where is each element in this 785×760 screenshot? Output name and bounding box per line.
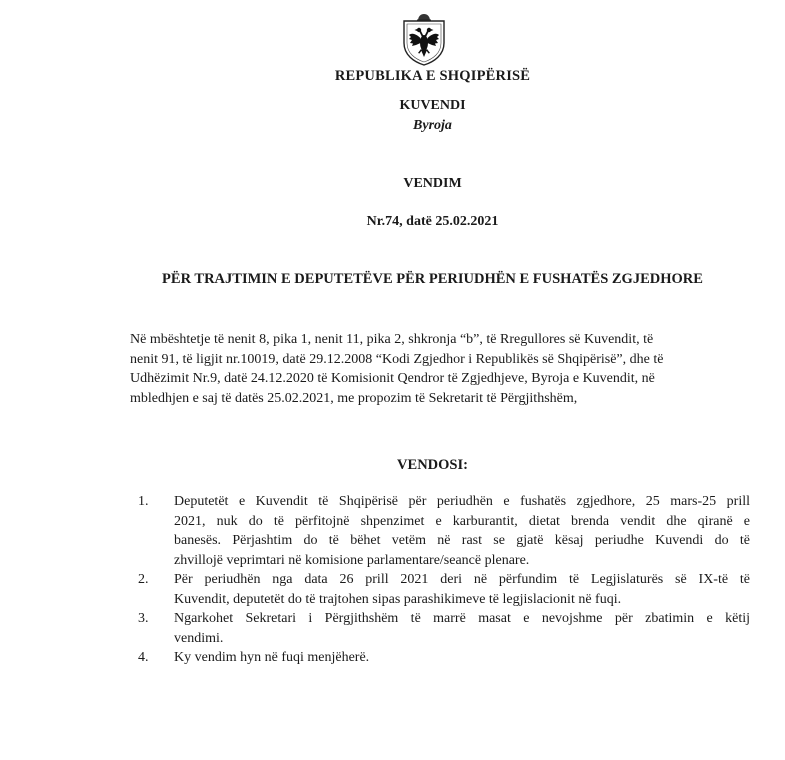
preamble-line: mbledhjen e saj të datës 25.02.2021, me propozim të Sekretarit të Përgjithshëm, — [130, 390, 578, 406]
decision-item-number: 4. — [138, 650, 149, 665]
decision-item — [138, 609, 750, 648]
decision-item — [138, 492, 750, 570]
decision-heading: VENDIM — [403, 176, 462, 191]
header-republika: REPUBLIKA E SHQIPËRISË — [334, 68, 531, 84]
header-byroja: Byroja — [413, 118, 452, 133]
decision-subject: PËR TRAJTIMIN E DEPUTETËVE PËR PERIUDHËN E FUSHATËS ZGJEDHORE — [162, 271, 703, 287]
decision-number-date: Nr.74, datë 25.02.2021 — [366, 214, 499, 229]
preamble-line: Udhëzimit Nr.9, datë 24.12.2020 të Komisionit Qendror të Zgjedhjeve, Byroja e Kuvendit, në — [130, 371, 655, 386]
preamble-line: Në mbështetje të nenit 8, pika 1, nenit 11, pika 2, shkronja “b”, të Rregullores së Kuvendit, të — [130, 332, 654, 347]
decision-item — [138, 570, 750, 609]
decision-item — [138, 648, 750, 668]
decision-item-line: Ngarkohet Sekretari i Përgjithshëm të marrë masat e nevojshme për zbatimin e këtij — [174, 611, 750, 626]
decision-item-number: 1. — [138, 494, 149, 509]
decision-item-line: 2021, nuk do të përfitojnë shpenzimet e karburantit, dietat brenda vendit dhe qiranë e — [174, 513, 750, 529]
decision-item-line: zhvillojë veprimtari në komisione parlamentare/seancë plenare. — [174, 552, 530, 568]
decision-item-line: banesës. Përjashtim do të bëhet vetëm në rast se gjatë kësaj periudhe Kuvendi do të — [174, 533, 750, 548]
decision-item-line: Deputetët e Kuvendit të Shqipërisë për periudhën e fushatës zgjedhore, 25 mars-25 prill — [174, 494, 750, 509]
decision-item-line: vendimi. — [174, 630, 224, 646]
decision-item-number: 2. — [138, 572, 149, 587]
decision-item-line: Kuvendit, deputetët do të trajtohen sipas parashikimeve të legjislacionit në fuqi. — [174, 591, 622, 607]
decisions-list — [138, 492, 750, 668]
vendosi-heading: VENDOSI: — [397, 457, 468, 473]
decision-item-line: Ky vendim hyn në fuqi menjëherë. — [174, 650, 370, 665]
preamble-paragraph — [130, 330, 740, 408]
albanian-coat-of-arms-icon — [401, 13, 447, 67]
preamble-line: nenit 91, të ligjit nr.10019, datë 29.12.2008 “Kodi Zgjedhor i Republikës së Shqipërisë”, dhe të — [130, 351, 664, 367]
decision-item-line: Për periudhën nga data 26 prill 2021 deri në përfundim të Legjislaturës së IX-të të — [174, 572, 750, 587]
decision-item-number: 3. — [138, 611, 149, 626]
header-kuvendi: KUVENDI — [399, 98, 466, 113]
